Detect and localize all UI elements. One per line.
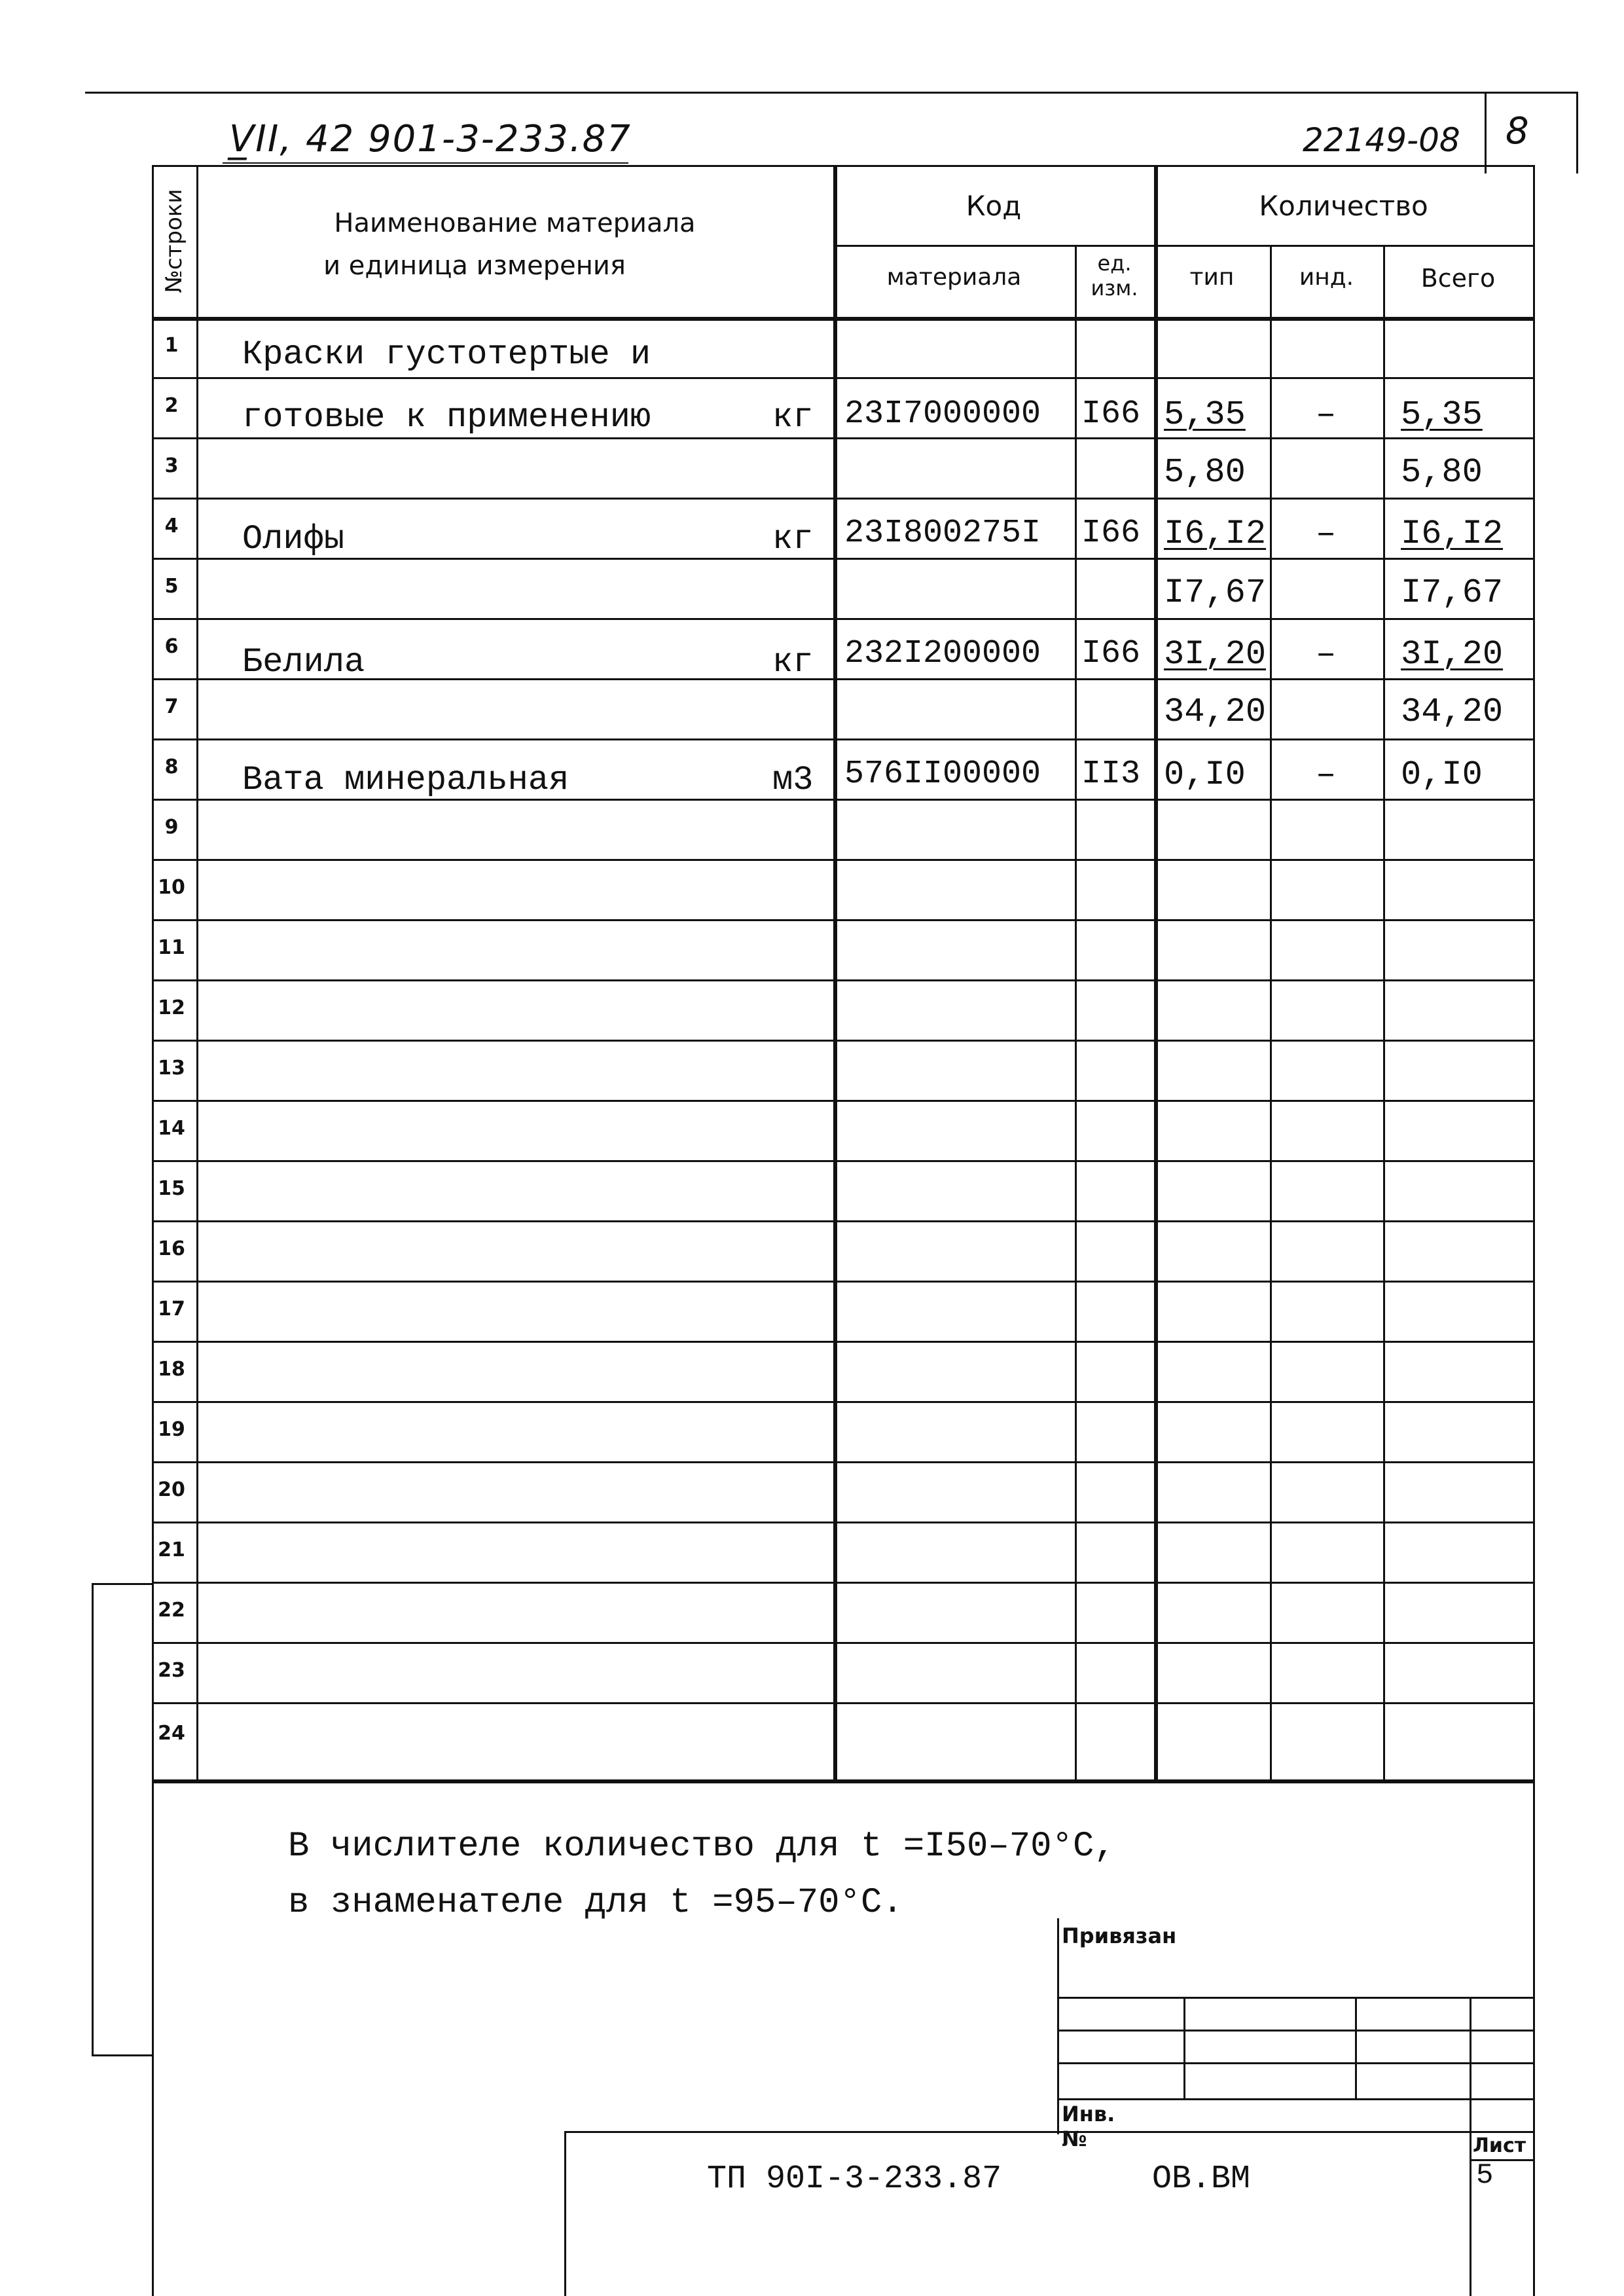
row-number: 13 [158,1057,185,1080]
qty-total-value: I6,I2 [1401,515,1504,553]
qty-total-value: 3I,20 [1401,635,1504,674]
qty-ind-value: – [1316,395,1337,434]
row-number: 8 [164,756,179,778]
inv-number-label: Инв. № [1062,2102,1115,2151]
row-number: 2 [164,394,179,417]
qty-total-value: 0,I0 [1401,756,1483,794]
document-code: ТП 90I-3-233.87 [707,2160,1002,2198]
qty-type-header: тип [1189,264,1235,291]
code-material-header: материала [886,264,1022,291]
note-line-1: В числителе количество для t =I50–70°С, [288,1827,1115,1867]
row-number: 24 [158,1722,185,1745]
qty-ind-value: – [1316,635,1337,674]
sheet-label: Лист [1473,2134,1526,2157]
row-number: 12 [158,996,185,1019]
row-number: 16 [158,1237,185,1260]
material-name: готовые к применению [242,398,651,437]
row-number: 18 [158,1358,185,1381]
qty-total-value: 5,80 [1401,453,1483,492]
row-number-header: №строки [161,189,187,293]
qty-total-value: 34,20 [1401,693,1504,731]
handwritten-underline [223,162,628,164]
unit-code: I66 [1081,635,1141,672]
qty-type-value: 5,35 [1164,395,1246,434]
row-number: 21 [158,1539,185,1561]
row-number: 6 [164,635,179,658]
document-mark: ОВ.ВМ [1152,2160,1251,2198]
row-number: 22 [158,1599,185,1622]
row-number: 14 [158,1117,185,1140]
qty-type-value: I6,I2 [1164,515,1267,553]
material-unit: м3 [772,761,814,799]
row-number: 10 [158,876,185,899]
unit-code: II3 [1081,756,1141,793]
material-name: Краски густотертые и [242,335,651,374]
material-unit: кг [772,398,814,437]
page-number-box-left [1485,92,1487,173]
material-name: Вата минеральная [242,761,569,799]
qty-ind-value: – [1316,515,1337,553]
row-number: 5 [164,575,179,598]
qty-type-value: 3I,20 [1164,635,1267,674]
qty-ind-header: инд. [1299,264,1354,291]
material-unit: кг [772,520,814,558]
row-number: 7 [164,695,179,718]
unit-code: I66 [1081,515,1141,552]
material-code: 23I7000000 [844,395,1041,433]
qty-type-value: I7,67 [1164,574,1267,612]
material-code: 23I800275I [844,515,1041,552]
unit-code: I66 [1081,395,1141,433]
page-number: 8 [1506,110,1529,153]
material-unit: кг [772,643,814,682]
row-number: 20 [158,1478,185,1501]
qty-type-value: 5,80 [1164,453,1246,492]
code-header: Код [965,190,1022,222]
row-number: 17 [158,1298,185,1321]
row-number: 15 [158,1177,185,1200]
attached-label: Привязан [1062,1923,1177,1948]
row-number: 9 [164,816,179,839]
qty-ind-value: – [1316,756,1337,794]
material-code: 576II00000 [844,756,1041,793]
name-header-line2: и единица измерения [323,251,626,281]
table-left-border [152,165,154,2296]
table-right-border [1533,165,1535,2296]
handwritten-archive-number: 22149-08 [1303,121,1460,159]
row-number: 11 [158,936,185,959]
qty-total-header: Всего [1420,264,1496,293]
qty-total-value: 5,35 [1401,395,1483,434]
qty-type-value: 34,20 [1164,693,1267,731]
row-number: 3 [164,454,179,477]
sheet-number: 5 [1476,2159,1494,2192]
page-number-box-right [1576,92,1578,173]
material-name: Белила [242,643,365,682]
qty-type-value: 0,I0 [1164,756,1246,794]
binding-margin-line [92,1583,94,2054]
note-line-2: в знаменателе для t =95–70°С. [288,1883,903,1923]
row-number: 4 [164,515,179,538]
material-code: 232I200000 [844,635,1041,672]
code-unit-header: ед. изм. [1091,251,1138,301]
row-number: 19 [158,1418,185,1441]
qty-total-value: I7,67 [1401,574,1504,612]
handwritten-document-ref: V̲II, 42 901-3-233.87 [229,118,632,160]
top-border-line [85,92,1578,94]
row-number: 1 [164,334,179,357]
row-number: 23 [158,1659,185,1682]
name-header-line1: Наименование материала [334,208,696,238]
quantity-header: Количество [1259,190,1428,222]
material-name: Олифы [242,520,345,558]
